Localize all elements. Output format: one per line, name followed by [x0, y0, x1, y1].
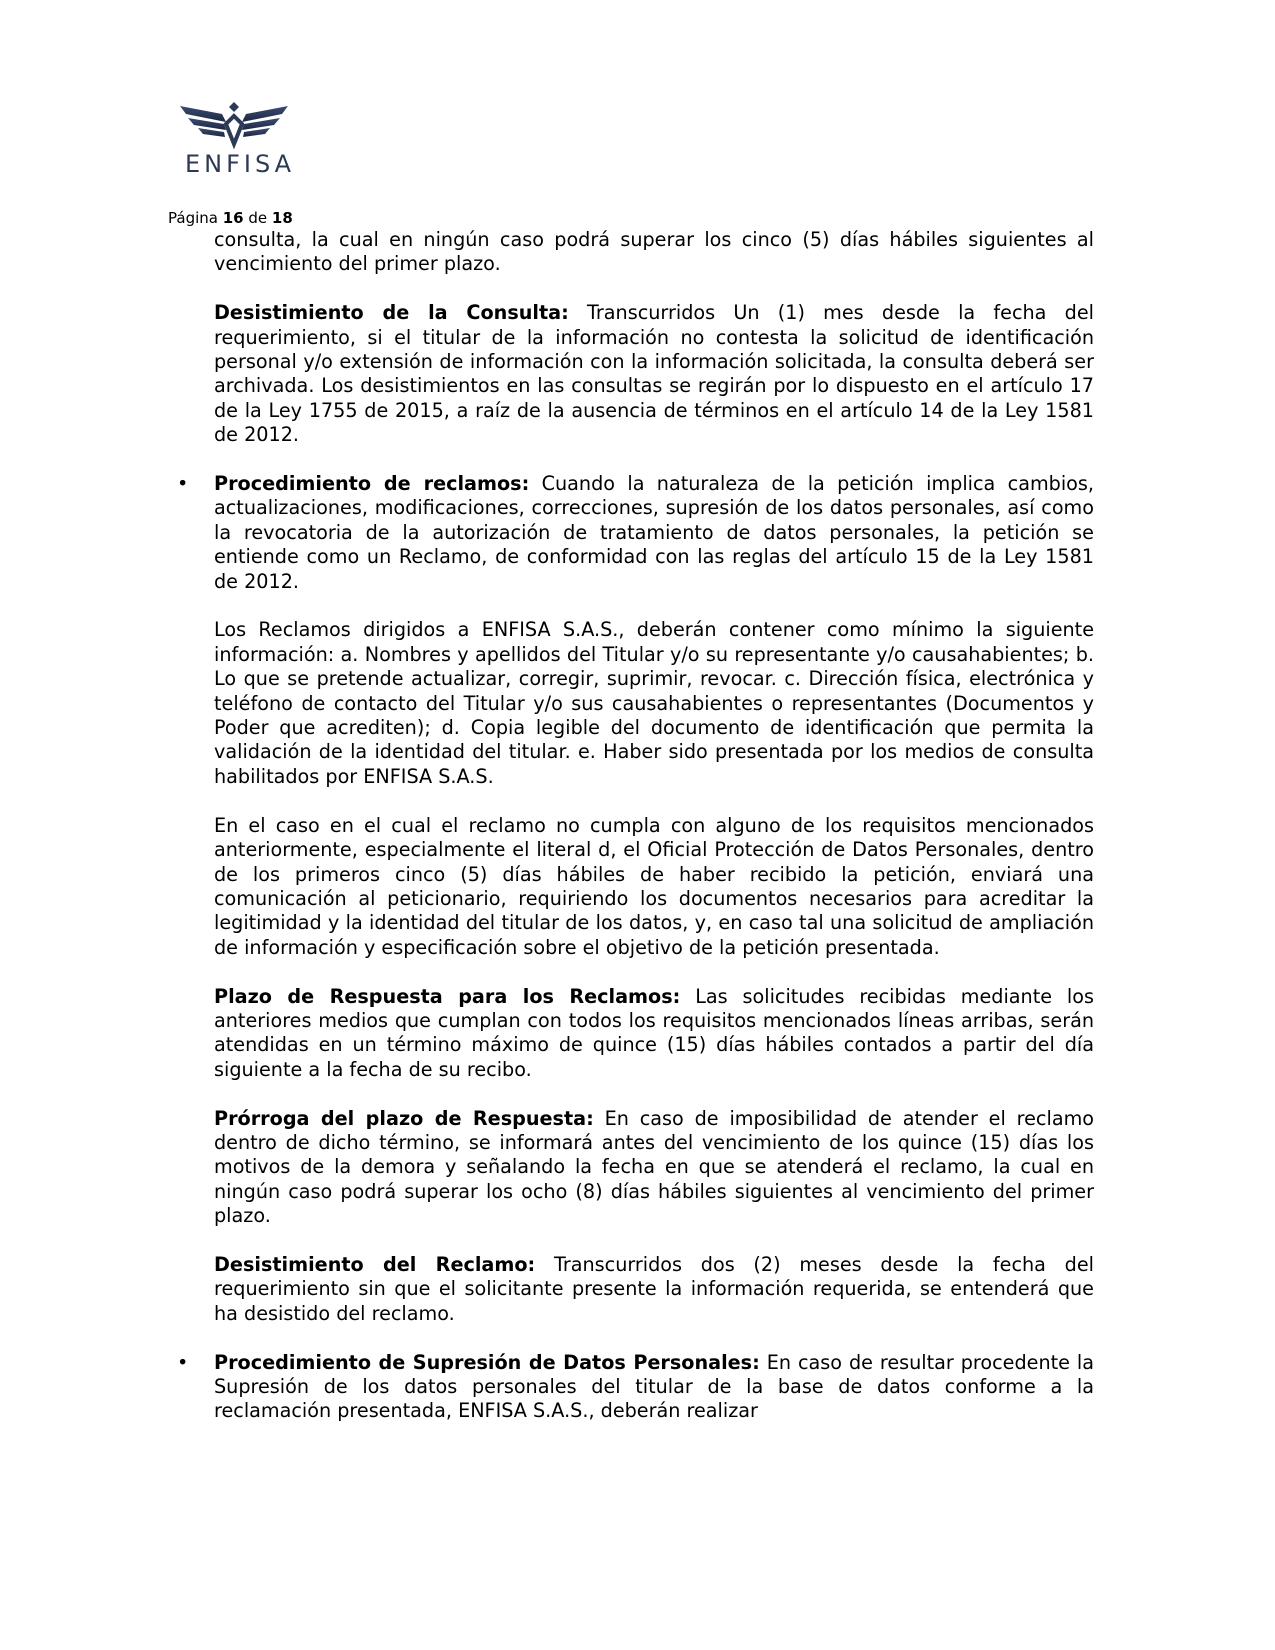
page-of: de	[248, 209, 268, 227]
page-current: 16	[222, 209, 244, 227]
paragraph-heading: Procedimiento de reclamos:	[214, 472, 530, 496]
bullet-icon: •	[177, 1350, 189, 1374]
page-total: 18	[271, 209, 293, 227]
paragraph-desistimiento-reclamo: Desistimiento del Reclamo: Transcurridos dos (2) meses desde la fecha del requerimiento sin que el solicitante presente la información requerida, se entenderá que ha desistido del reclamo.	[214, 1252, 1094, 1325]
page-label: Página	[168, 209, 218, 227]
paragraph-heading: Procedimiento de Supresión de Datos Personales:	[214, 1350, 760, 1374]
paragraph-heading: Desistimiento del Reclamo:	[214, 1252, 536, 1276]
page-number	[168, 209, 293, 227]
paragraph-heading: Plazo de Respuesta para los Reclamos:	[214, 984, 681, 1008]
bullet-supresion-datos: • Procedimiento de Supresión de Datos Personales: En caso de resultar procedente la Supresión de los datos personales del titular de la base de datos conforme a la reclamación presentada, ENFISA S.A.S., deberán realizar	[177, 1350, 1095, 1423]
paragraph-heading: Desistimiento de la Consulta:	[214, 301, 569, 325]
paragraph-heading: Prórroga del plazo de Respuesta:	[214, 1106, 594, 1130]
paragraph-prorroga: Prórroga del plazo de Respuesta: En caso de imposibilidad de atender el reclamo dentro de dicho término, se informará antes del vencimiento de los quince (15) días los motivos de la demora y señalando la fecha en que se atenderá el reclamo, la cual en ningún caso podrá superar los ocho (8) días hábiles siguientes al vencimiento del primer plazo.	[214, 1106, 1095, 1228]
logo-text: ENFISA	[185, 150, 296, 178]
bullet-icon: •	[177, 472, 189, 496]
paragraph-plazo-respuesta: Plazo de Respuesta para los Reclamos: Las solicitudes recibidas mediante los anteriores medios que cumplan con todos los requisitos mencionados líneas arribas, serán atendidas en un término máximo de quince (15) días hábiles contados a partir del día siguiente a la fecha de su recibo.	[214, 984, 1094, 1081]
document-body	[177, 228, 1095, 1424]
paragraph-desistimiento-consulta: Desistimiento de la Consulta: Transcurridos Un (1) mes desde la fecha del requerimiento, si el titular de la información no contesta la solicitud de identificación personal y/o extensión de información con la información solicitada, la consulta deberá ser archivada. Los desistimientos en las consultas se regirán por lo dispuesto en el artículo 17 de la Ley 1755 de 2015, a raíz de la ausencia de términos en el artículo 14 de la Ley 1581 de 2012.	[214, 301, 1094, 447]
paragraph-consulta-continued: consulta, la cual en ningún caso podrá superar los cinco (5) días hábiles siguientes al vencimiento del primer plazo.	[214, 228, 1094, 276]
paragraph-requisitos-reclamos: Los Reclamos dirigidos a ENFISA S.A.S., deberán contener como mínimo la siguiente información: a. Nombres y apellidos del Titular y/o su representante y/o causahabientes; b. Lo que se pretende actualizar, corregir, suprimir, revocar. c. Dirección física, electrónica y teléfono de contacto del Titular y/o sus causahabientes o representantes (Documentos y Poder que acrediten); d. Copia legible del documento de identificación que permita la validación de la identidad del titular. e. Haber sido presentada por los medios de consulta habilitados por ENFISA S.A.S.	[214, 618, 1094, 788]
bullet-procedimiento-reclamos: • Procedimiento de reclamos: Cuando la naturaleza de la petición implica cambios, actualizaciones, modificaciones, correcciones, supresión de los datos personales, así como la revocatoria de la autorización de tratamiento de datos personales, la petición se entiende como un Reclamo, de conformidad con las reglas del artículo 15 de la Ley 1581 de 2012.	[177, 472, 1094, 593]
paragraph-reclamo-incompleto: En el caso en el cual el reclamo no cumpla con alguno de los requisitos mencionados anteriormente, especialmente el literal d, el Oficial Protección de Datos Personales, dentro de los primeros cinco (5) días hábiles de haber recibido la petición, enviará una comunicación al peticionario, requiriendo los documentos necesarios para acreditar la legitimidad y la identidad del titular de los datos, y, en caso tal una solicitud de ampliación de información y especificación sobre el objetivo de la petición presentada.	[214, 813, 1094, 959]
